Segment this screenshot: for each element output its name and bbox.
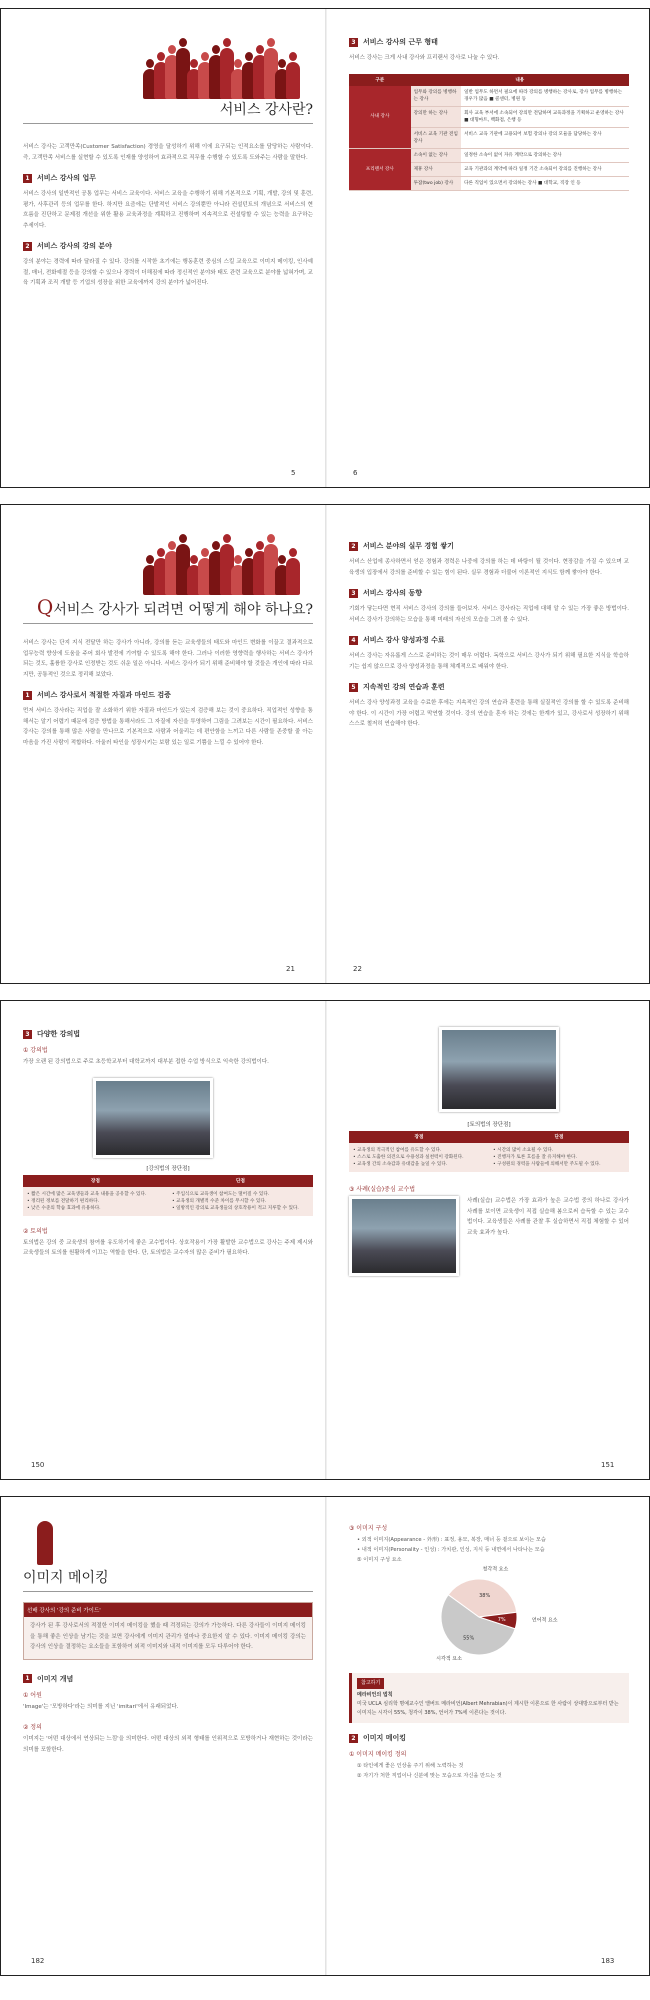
section-title: 서비스 분야의 실무 경험 쌓기 bbox=[363, 542, 454, 550]
method-block bbox=[349, 1196, 629, 1276]
note-label: 참고하기 bbox=[357, 1678, 384, 1689]
page-number-right: 151 bbox=[601, 1461, 615, 1469]
right-page bbox=[349, 1517, 629, 1781]
bullet-item: ⑤ 이미지 구성 요소 bbox=[357, 1557, 402, 1563]
table-header: 장점 bbox=[23, 1175, 168, 1187]
crowd-illustration bbox=[23, 525, 313, 595]
left-page bbox=[23, 525, 313, 758]
section-heading bbox=[349, 682, 629, 692]
page-number-right: 6 bbox=[353, 469, 358, 477]
gutter bbox=[325, 505, 327, 983]
pie-category-label: 청각적 요소 bbox=[482, 1566, 509, 1573]
pros-cell: • 짧은 시간에 많은 교육생들과 교육 내용을 공유할 수 있다. • 정리된 정보를 전달하기 편리하다. • 낮은 수준의 학습 효과에 유용하다. bbox=[23, 1187, 168, 1216]
left-page bbox=[23, 29, 313, 299]
discussion-photo bbox=[439, 1027, 559, 1112]
practice-photo bbox=[349, 1196, 459, 1276]
sub-paragraph: 이미지는 '어떤 대상에서 연상되는 느낌'을 의미한다. 어떤 대상의 외적 형태를 인위적으로 모방하거나 재현하는 것이라는 의미를 포함한다. bbox=[23, 1736, 313, 1753]
sub-heading: ① 어원 bbox=[23, 1691, 42, 1699]
table-header: 단점 bbox=[489, 1131, 629, 1143]
right-page bbox=[349, 29, 629, 191]
section-heading bbox=[23, 690, 313, 700]
section-number: 4 bbox=[349, 636, 358, 645]
pros-cons-table bbox=[349, 1131, 629, 1172]
section-paragraph: 서비스 산업에 종사하면서 얻은 경험과 경력은 나중에 강의를 하는 데 바탕이 될 것이다. 현장감을 가질 수 있으며 교육생의 입장에서 강의를 준비할 수 있는 힘이 된다. 실무 경험과 더불어 이론적인 지식도 함께 쌓아야 한다. bbox=[349, 559, 629, 576]
section-heading bbox=[349, 541, 629, 551]
bullet-item: ② 자기가 처한 직업이나 신분에 맞는 모습으로 자신을 만드는 것 bbox=[357, 1773, 502, 1779]
guide-box bbox=[23, 1602, 313, 1660]
person-silhouette bbox=[286, 62, 300, 99]
intro-paragraph: 서비스 강사는 고객만족(Customer Satisfaction) 경영을 달성하기 위해 이에 요구되는 인적요소를 담당하는 사람이다. 즉, 고객만족 서비스를 실현할 수 있도록 인재를 양성하여 효과적으로 직무를 수행할 수 있도록 도와주는 사람을 말한다. bbox=[23, 144, 313, 161]
section-title: 서비스 강사의 동향 bbox=[363, 589, 422, 597]
gutter bbox=[325, 1001, 327, 1479]
section-heading bbox=[23, 1674, 313, 1684]
section-title: 서비스 강사의 근무 형태 bbox=[363, 38, 438, 46]
table-header: 구분 bbox=[349, 74, 411, 86]
pros-cons-table bbox=[23, 1175, 313, 1216]
section-title: 이미지 메이킹 bbox=[363, 1734, 407, 1742]
table-cell: 서비스 교육 기관에 고용되어 보험 강의나 강의 모듈을 담당하는 강사 bbox=[461, 127, 629, 148]
pie-category-label: 언어적 요소 bbox=[531, 1617, 558, 1624]
page-title-text: 서비스 강사가 되려면 어떻게 해야 하나요? bbox=[53, 602, 313, 618]
section-title: 지속적인 강의 연습과 훈련 bbox=[363, 683, 445, 691]
section-paragraph: 서비스 강사는 자유롭게 스스로 준비하는 것이 매우 어렵다. 독학으로 서비스 강사가 되기 위해 필요한 지식을 학습하기는 쉽지 않으므로 강사 양성과정을 통해 체계적으로 배워야 한다. bbox=[349, 653, 629, 670]
table-cell: 다른 직업이 있으면서 강의하는 강사 ■ 대학교, 직장 인 등 bbox=[461, 176, 629, 190]
sub-heading: ① 이미지 메이킹 정의 bbox=[349, 1751, 407, 1758]
section-number: 3 bbox=[349, 38, 358, 47]
section-paragraph: 먼저 서비스 강사라는 직업을 잘 소화하기 위한 자질과 마인드가 있는지 검증해 보는 것이 중요하다. 직업적인 성향을 통해서는 알기 어렵기 때문에 검증 방법을 통해서라도 그 자질에 자신을 투영하여 그림을 그려보는 시간이 필요하다. 서비스 강사는 강의를 통해 많은 사람을 만나므로 기본적으로 사람과 어울리는 데 편안함을 느끼고 다른 사람들 존중할 줄 아는 마음을 가진 사람이 적합하다. 아울러 타인을 성장시키는 보람 있는 일로 기쁨을 느낄 수 있어야 한다. bbox=[23, 708, 313, 746]
section-paragraph: 서비스 강사는 크게 사내 강사와 프리랜서 강사로 나눌 수 있다. bbox=[349, 55, 500, 61]
page-number-left: 150 bbox=[31, 1461, 45, 1469]
spread-3 bbox=[0, 1000, 650, 1480]
method-paragraph: 사례(실습) 교수법은 가장 효과가 높은 교수법 중의 하나로 강사가 사례를 보이면 교육생이 직접 실습해 봄으로써 습득할 수 있는 교수법이다. 교육생들은 사례를 관찰 후 실습하면서 직접 체험할 수 있어 교육 효과가 높다. bbox=[467, 1198, 629, 1236]
method-heading: ① 강의법 bbox=[23, 1047, 48, 1054]
table-cell: 강의만 하는 강사 bbox=[411, 106, 462, 127]
spread-2 bbox=[0, 504, 650, 984]
box-title: 선배 강사의 '강의 준비 가이드' bbox=[24, 1603, 312, 1617]
note-title: 메라비언의 법칙 bbox=[357, 1692, 393, 1698]
section-number: 2 bbox=[349, 542, 358, 551]
section-number: 1 bbox=[23, 691, 32, 700]
table-title: [강의법의 장단점] bbox=[146, 1165, 190, 1172]
table-header: 단점 bbox=[168, 1175, 313, 1187]
table-cell: 일반 업무도 하면서 필요에 따라 강의를 병행하는 강사로, 강사 업무를 병행하는 경우가 많음 ■ 콜센터, 병원 등 bbox=[461, 86, 629, 107]
method-paragraph: 토의법은 강의 중 교육생의 참여를 유도하기에 좋은 교수법이다. 상호작용이 가장 활발한 교수법으로 강사는 주제 제시와 교육생들의 토의를 원활하게 이끄는 역할을 한다. 단, 토의법은 교수자의 많은 준비가 필요하다. bbox=[23, 1239, 313, 1256]
image-elements-pie-chart bbox=[349, 1565, 609, 1665]
page-number-left: 21 bbox=[286, 965, 295, 973]
section-title: 서비스 강사 양성과정 수료 bbox=[363, 636, 445, 644]
cons-cell: • 시간의 많이 소요될 수 있다. • 진행자가 토론 흐름을 잘 유지해야 한다. • 구성원의 경력을 사람들에 의해서만 주도될 수 있다. bbox=[489, 1143, 629, 1172]
note-text: 미국 UCLA 심리학 명예교수인 앨버트 메라비언(Albert Mehrabian)이 제시한 이론으로 한 사람이 상대방으로부터 받는 이미지는 시각이 55%, 청각이 38%, 언어가 7%에 이른다는 것이다. bbox=[357, 1701, 619, 1716]
figure-icon-wrap bbox=[23, 1517, 313, 1567]
left-page bbox=[23, 1517, 313, 1765]
table-category: 프리랜서 강사 bbox=[349, 148, 411, 190]
section-number: 2 bbox=[349, 1734, 358, 1743]
section-paragraph: 강의 분야는 경력에 따라 달라질 수 있다. 강의를 시작한 초기에는 행동훈련 중심의 스킬 교육으로 이미지 메이킹, 인사예절, 매너, 전화예절 등을 강의할 수 있으나 경력이 더해짐에 따라 정신적인 분야와 태도 관련 교육으로 분야를 넓혀가며, 교육 기획과 조직 개발 등 기업의 성장을 위한 교육에까지 강의 분야가 넓어진다. bbox=[23, 259, 313, 286]
section-heading bbox=[349, 635, 629, 645]
page-number-left: 5 bbox=[291, 469, 296, 477]
woman-figure-icon bbox=[37, 1521, 53, 1565]
cons-cell: • 주입식으로 교육생이 참여도는 떨어질 수 있다. • 교육생의 개별적 수준 차이를 무시할 수 있다. • 일방적인 강의로 교육생들의 상호작용이 적고 지루할 수 있다. bbox=[168, 1187, 313, 1216]
page-title: 서비스 강사란? bbox=[23, 99, 313, 124]
table-row bbox=[349, 148, 629, 162]
page-number-right: 22 bbox=[353, 965, 362, 973]
section-title: 서비스 강사의 강의 분야 bbox=[37, 242, 112, 250]
right-page bbox=[349, 1021, 629, 1276]
right-page bbox=[349, 533, 629, 740]
section-number: 1 bbox=[23, 174, 32, 183]
sub-heading: ③ 이미지 구성 bbox=[349, 1525, 388, 1532]
section-title: 이미지 개념 bbox=[37, 1674, 74, 1683]
table-cell: 일정한 소속이 없이 자유 계약으로 강의하는 강사 bbox=[461, 148, 629, 162]
pros-cell: • 교육생의 적극적인 참여를 유도할 수 있다. • 스스로 도출한 의견으로 수용성과 실천력이 강화된다. • 교육생 간의 소속감과 유대감을 높일 수 있다. bbox=[349, 1143, 489, 1172]
table-cell: 회사 교육 부서에 소속되어 강의만 전담하며 교육과정을 기획하고 운영하는 강사 ■ 대형마트, 백화점, 은행 등 bbox=[461, 106, 629, 127]
intro-paragraph: 서비스 강사는 단지 지식 전달만 하는 강사가 아니라, 강의를 듣는 교육생들의 태도와 마인드 변화를 이끌고 결과적으로 업무능력 향상에 도움을 주어 회사 발전에 기여할 수 있도록 해야 한다. 그러나 이러한 영향력을 행사하는 서비스 강사가 되는 것도, 훌륭한 강사로 인정받는 것도 쉬운 일은 아니다. 서비스 강사가 되기 위해 준비해야 할 것들은 개인에 따라 다르지만, 공통적인 것으로 정리해 보았다. bbox=[23, 640, 313, 678]
spread-4 bbox=[0, 1496, 650, 1976]
sub-heading: ② 정의 bbox=[23, 1724, 42, 1731]
table-category: 사내 강사 bbox=[349, 86, 411, 149]
table-cell: 교육 기관과의 계약에 따라 일정 기간 소속되어 강의를 진행하는 강사 bbox=[461, 162, 629, 176]
section-number: 3 bbox=[349, 589, 358, 598]
page-title: 이미지 메이킹 bbox=[23, 1567, 313, 1592]
section-paragraph: 서비스 강사의 일반적인 공통 업무는 서비스 교육이다. 서비스 교육을 수행하기 위해 기본적으로 기획, 개발, 강의 및 훈련, 평가, 사후관리 등의 업무를 한다. 하지만 요즘에는 단발적인 서비스 강의뿐만 아니라 컨설턴트의 개념으로 서비스의 현 흐름을 진단하고 문제점 개선을 위한 활용 교육과정을 계획하고 진행하며 지속적으로 컨설팅할 수 있는 능력을 요구하는 추세이다. bbox=[23, 191, 313, 229]
q-mark: Q bbox=[36, 595, 54, 619]
section-title: 다양한 강의법 bbox=[37, 1030, 81, 1038]
table-cell: 소속이 없는 강사 bbox=[411, 148, 462, 162]
table-row bbox=[349, 86, 629, 107]
table-cell: 업무와 강의를 병행하는 강사 bbox=[411, 86, 462, 107]
section-heading bbox=[23, 241, 313, 251]
table-cell: 서비스 교육 기관 전임 강사 bbox=[411, 127, 462, 148]
pie-category-label: 시각적 요소 bbox=[436, 1655, 462, 1662]
person-silhouette bbox=[286, 558, 300, 595]
pie-value-label: 7% bbox=[497, 1617, 506, 1624]
reference-note bbox=[349, 1673, 629, 1723]
bullet-item: • 외적 이미지(Appearance - 外形) : 표정, 용모, 복장, 매너 등 겉으로 보이는 모습 bbox=[357, 1537, 546, 1543]
section-heading bbox=[23, 173, 313, 183]
section-paragraph: 서비스 강사 양성과정 교육을 수료한 후에는 지속적인 강의 연습과 훈련을 통해 실질적인 강의를 할 수 있도록 준비해야 한다. 이 시간이 가장 어렵고 막연할 것이다. 강의 연습을 혼자 하는 것에는 한계가 있고, 강사로서 성장하기 위해 스스로 철저히 연습해야 한다. bbox=[349, 700, 629, 727]
work-type-table bbox=[349, 74, 629, 191]
section-heading bbox=[349, 588, 629, 598]
method-paragraph: 가장 오랜 된 강의법으로 주로 초등학교부터 대학교까지 대부분 접한 수업 방식으로 익숙한 강의법이다. bbox=[23, 1059, 269, 1065]
section-number: 1 bbox=[23, 1674, 32, 1683]
lecture-photo bbox=[93, 1078, 213, 1158]
section-heading bbox=[23, 1029, 313, 1039]
bullet-item: ① 타인에게 좋은 인상을 주기 위해 노력하는 것 bbox=[357, 1763, 464, 1769]
section-number: 2 bbox=[23, 242, 32, 251]
section-title: 서비스 강사의 업무 bbox=[37, 174, 96, 182]
section-number: 5 bbox=[349, 683, 358, 692]
box-paragraph: 강사가 된 후 강사로서의 적절한 이미지 메이킹을 했을 때 걱정되는 강의가 가능하다. 다른 강사들이 이미지 메이킹을 통해 좋은 인상을 남기는 것을 보면 강사에게 이미지 관리가 얼마나 중요한지 알 수 있다. 이미지 메이킹 강의는 강사의 인상을 결정하는 요소들을 포함하여 외적 이미지와 내적 이미지를 모두 다루어야 한다. bbox=[30, 1623, 306, 1650]
page-number-left: 182 bbox=[31, 1957, 45, 1965]
pie-value-label: 38% bbox=[479, 1592, 491, 1599]
sub-paragraph: 'Image'는 '모방하다'라는 의미를 지닌 'imitari'에서 유래되었다. bbox=[23, 1703, 179, 1710]
table-header: 내용 bbox=[411, 74, 629, 86]
spread-1 bbox=[0, 8, 650, 488]
crowd-illustration bbox=[23, 29, 313, 99]
gutter bbox=[325, 1497, 327, 1975]
page-title bbox=[23, 595, 313, 624]
table-header: 장점 bbox=[349, 1131, 489, 1143]
bullet-item: • 내적 이미지(Personality - 인성) : 가치관, 인성, 지식 등 내면에서 나타나는 모습 bbox=[357, 1547, 545, 1553]
pie-value-label: 55% bbox=[463, 1635, 475, 1642]
section-title: 서비스 강사로서 적절한 자질과 마인드 검증 bbox=[37, 691, 171, 699]
section-paragraph: 기회가 닿는다면 현직 서비스 강사의 강의를 들어보자. 서비스 강사라는 직업에 대해 알 수 있는 가장 좋은 방법이다. 서비스 강사가 강의하는 모습을 통해 미래의 자신의 모습을 그려 볼 수 있다. bbox=[349, 606, 629, 623]
left-page bbox=[23, 1021, 313, 1269]
table-title: [토의법의 장단점] bbox=[467, 1122, 511, 1128]
section-heading bbox=[349, 1733, 629, 1743]
method-heading: ③ 사례(실습)중심 교수법 bbox=[349, 1186, 416, 1193]
table-cell: 제휴 강사 bbox=[411, 162, 462, 176]
section-heading bbox=[349, 37, 629, 47]
gutter bbox=[325, 9, 327, 487]
page-number-right: 183 bbox=[601, 1957, 615, 1965]
method-heading: ② 토의법 bbox=[23, 1227, 48, 1235]
section-number: 3 bbox=[23, 1030, 32, 1039]
table-cell: 투잡(two job) 강사 bbox=[411, 176, 462, 190]
